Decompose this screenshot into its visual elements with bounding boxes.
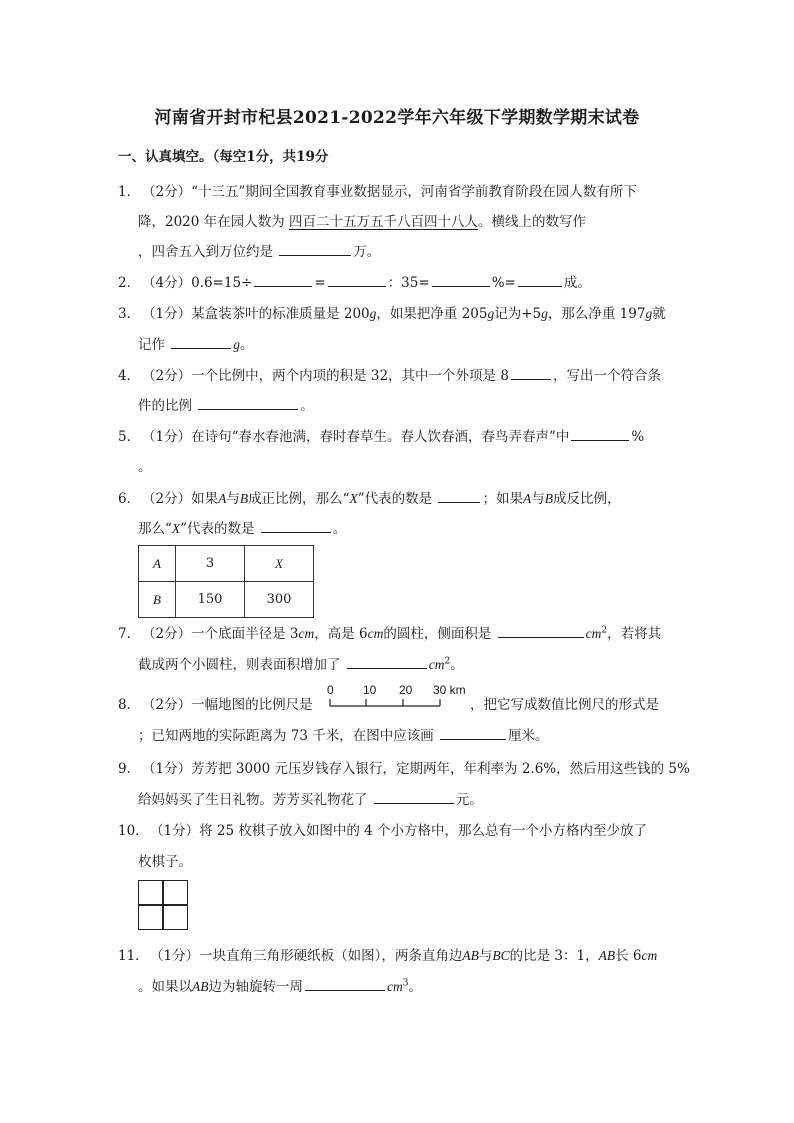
q1-line3: ，四舍五入到万位约是 万。 [138,240,380,260]
scale-ruler [327,697,445,709]
q1-line2: 降，2020 年在园人数为 四百二十五万五千八百四十八人。横线上的数写作 [138,214,586,230]
q2-line1: （4分）0.6=15÷ = ：35= %= 成。 [142,271,591,291]
q4-line2: 件的比例 。 [138,394,314,414]
table-cell: B [139,582,176,618]
scale-label: 30 km [433,683,466,697]
table-cell: 300 [245,582,314,618]
scale-bar [327,683,467,709]
q8-line1-b: ，把它写成数值比例尺的形式是 [470,697,659,713]
proportion-table [138,545,314,618]
question-number: 11． [118,948,149,964]
answer-blank[interactable] [261,518,331,533]
q9-line2: 给妈妈买了生日礼物。芳芳买礼物花了 元。 [138,788,483,808]
table-row [139,546,314,582]
scale-label: 10 [363,683,377,697]
question-number: 3． [118,306,141,322]
answer-blank[interactable] [374,789,454,804]
q5-line1: （1分）在诗句“春水春池满，春时春草生。春人饮春酒，春鸟弄春声”中 % [142,425,644,445]
table-cell: 150 [176,582,245,618]
q11-line2: 。如果以AB边为轴旋转一周 $cm^3$。 [138,975,422,995]
answer-blank[interactable] [305,976,385,991]
question-number: 9． [118,761,141,777]
q5-line2: 。 [138,459,152,475]
q3-line1: （1分）某盒装茶叶的标准质量是 200g，如果把净重 205g记为+5g，那么净重 197g就 [142,306,666,322]
question-number: 2． [118,275,141,291]
answer-blank[interactable] [438,488,480,503]
answer-blank[interactable] [347,654,427,669]
four-square-grid [138,880,188,930]
q1-line1: （2分）“十三五”期间全国教育事业数据显示，河南省学前教育阶段在园人数有所下 [142,184,637,200]
q8-line1-a: （2分）一幅地图的比例尺是 [142,697,313,713]
question-number: 1． [118,184,141,200]
table-cell: A [139,546,176,582]
table-row [139,582,314,618]
q3-line2: 记作 g。 [138,333,254,353]
q8-line2: ；已知两地的实际距离为 73 千米，在图中应该画 厘米。 [138,724,549,744]
answer-blank[interactable] [518,272,562,287]
q4-line1: （2分）一个比例中，两个内项的积是 32，其中一个外项是 8 ，写出一个符合条 [142,364,661,384]
answer-blank[interactable] [198,395,298,410]
answer-blank[interactable] [571,426,629,441]
scale-label: 20 [399,683,413,697]
q10-line1: （1分）将 25 枚棋子放入如图中的 4 个小方格中，那么总有一个小方格内至少放了 [150,823,648,839]
q6-line2: 那么“X”代表的数是 。 [138,517,346,537]
answer-blank[interactable] [279,241,351,256]
table-cell: 3 [176,546,245,582]
question-number: 6． [118,491,141,507]
question-number: 10． [118,823,149,839]
q10-line2: 枚棋子。 [138,854,192,870]
answer-blank[interactable] [171,334,231,349]
section-heading: 一、认真填空。（每空1分，共19分 [118,149,329,165]
question-number: 7． [118,626,141,642]
question-number: 4． [118,368,141,384]
scale-label: 0 [327,683,334,697]
q11-line1: （1分）一块直角三角形硬纸板（如图），两条直角边AB与BC的比是 3：1，AB长 6cm [150,948,658,964]
q7-line1: （2分）一个底面半径是 3cm，高是 6cm的圆柱，侧面积是 $cm^2$，若将其 [142,622,661,642]
answer-blank[interactable] [440,725,506,740]
q6-line1: （2分）如果A与B成正比例，那么“X”代表的数是 ；如果A与B成反比例， [142,487,620,507]
q9-line1: （1分）芳芳把 3000 元压岁钱存入银行，定期两年，年利率为 2.6%，然后用这些钱的 5% [142,761,690,777]
answer-blank[interactable] [511,365,551,380]
answer-blank[interactable] [498,623,584,638]
answer-blank[interactable] [432,272,490,287]
answer-blank[interactable] [254,272,312,287]
question-number: 5． [118,429,141,445]
answer-blank[interactable] [328,272,386,287]
q7-line2: 截成两个小圆柱，则表面积增加了 $cm^2$。 [138,653,464,673]
page-title: 河南省开封市杞县2021-2022学年六年级下学期数学期末试卷 [154,108,640,128]
q1-underlined-number: 四百二十五万五千八百四十八人 [288,214,478,230]
question-number: 8． [118,697,141,713]
table-cell: X [245,546,314,582]
grid-divider [139,904,187,906]
